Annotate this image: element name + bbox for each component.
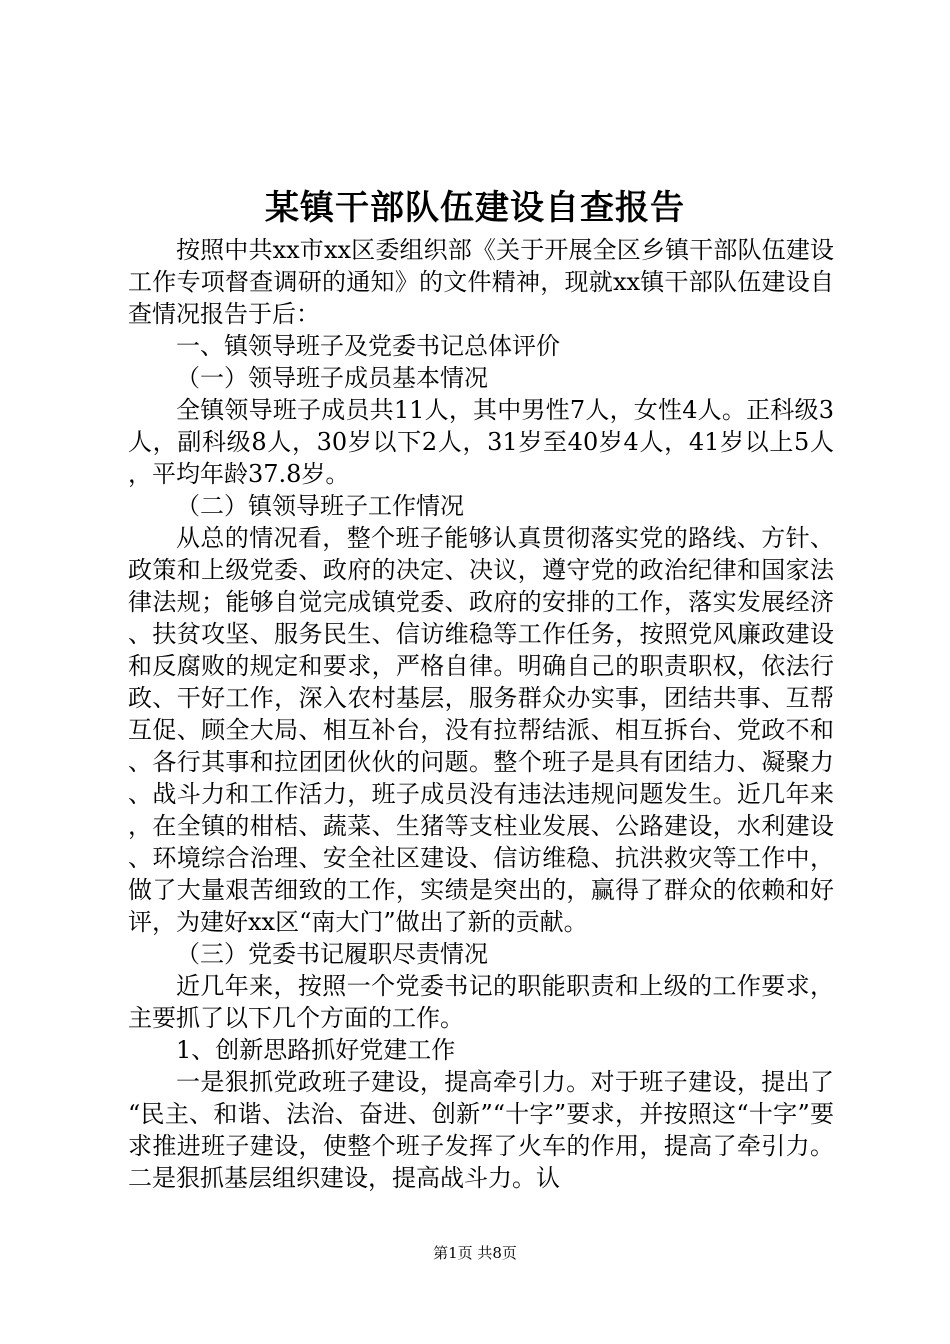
body-paragraph: 从总的情况看，整个班子能够认真贯彻落实党的路线、方针、政策和上级党委、政府的决定、决议，遵守党的政治纪律和国家法律法规；能够自觉完成镇党委、政府的安排的工作，落实发展经济、扶贫攻坚、服务民生、信访维稳等工作任务，按照党风廉政建设和反腐败的规定和要求，严格自律。明确自己的职责职权，依法行政、干好工作，深入农村基层，服务群众办实事，团结共事、互帮互促、顾全大局、相互补台，没有拉帮结派、相互拆台、党政不和、各行其事和拉团团伙伙的问题。整个班子是具有团结力、凝聚力、战斗力和工作活力，班子成员没有违法违规问题发生。近几年来，在全镇的柑桔、蔬菜、生猪等支柱业发展、公路建设，水利建设、环境综合治理、安全社区建设、信访维稳、抗洪救灾等工作中，做了大量艰苦细致的工作，实绩是突出的，赢得了群众的依赖和好评，为建好xx区“南大门”做出了新的贡献。	[128, 524, 834, 936]
document-body	[128, 234, 834, 1194]
body-paragraph: 近几年来，按照一个党委书记的职能职责和上级的工作要求，主要抓了以下几个方面的工作。	[128, 972, 834, 1032]
subsection-heading-1: （一）领导班子成员基本情况	[176, 364, 488, 392]
page-footer	[0, 1242, 950, 1264]
section-heading-1: 一、镇领导班子及党委书记总体评价	[176, 332, 560, 360]
subsection-heading-2: （二）镇领导班子工作情况	[176, 492, 464, 520]
body-paragraph: 一是狠抓党政班子建设，提高牵引力。对于班子建设，提出了“民主、和谐、法治、奋进、创新”“十字”要求，并按照这“十字”要求推进班子建设，使整个班子发挥了火车的作用，提高了牵引力。二是狠抓基层组织建设，提高战斗力。认	[128, 1068, 834, 1192]
item-heading-1: 1、创新思路抓好党建工作	[176, 1036, 456, 1064]
intro-paragraph: 按照中共xx市xx区委组织部《关于开展全区乡镇干部队伍建设工作专项督查调研的通知》的文件精神，现就xx镇干部队伍建设自查情况报告于后：	[128, 236, 834, 328]
subsection-heading-3: （三）党委书记履职尽责情况	[176, 940, 488, 968]
body-paragraph: 全镇领导班子成员共11人，其中男性7人，女性4人。正科级3人，副科级8人，30岁以下2人，31岁至40岁4人，41岁以上5人，平均年龄37.8岁。	[128, 396, 834, 488]
document-title: 某镇干部队伍建设自查报告	[265, 188, 685, 228]
page-number: 第1页 共8页	[433, 1244, 517, 1262]
